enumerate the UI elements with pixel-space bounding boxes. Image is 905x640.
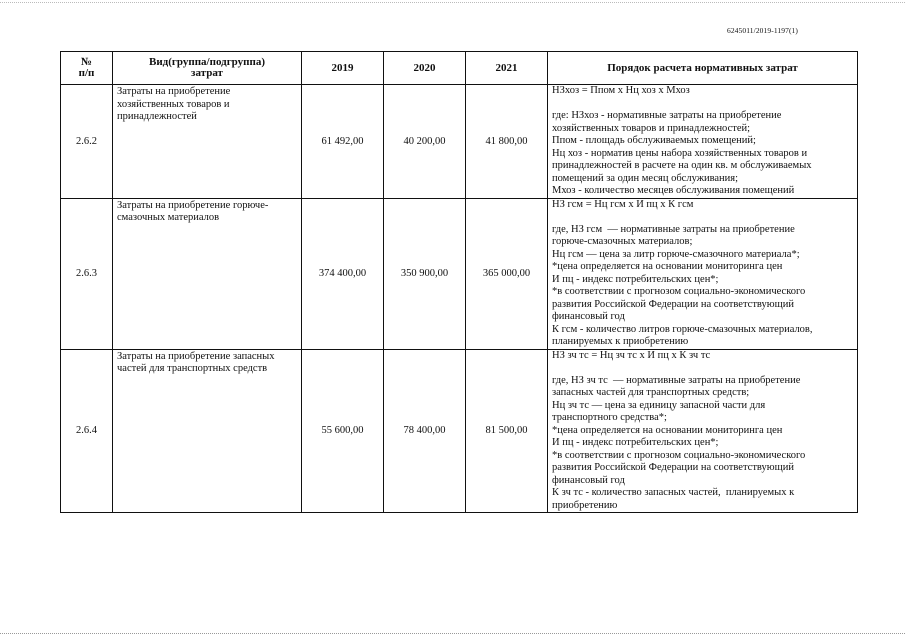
row-number: 2.6.4 — [61, 349, 113, 513]
calculation-method — [548, 349, 858, 513]
method-line: Нц хоз - норматив цены набора хозяйственных товаров и — [552, 147, 808, 159]
method-line: Ппом - площадь обслуживаемых помещений; — [552, 135, 756, 146]
method-line: принадлежностей в расчете на один кв. м обслуживаемых — [552, 160, 812, 171]
row-number: 2.6.2 — [61, 85, 113, 199]
method-line: развития Российской Федерации на соответствующий — [552, 298, 794, 310]
method-line — [552, 98, 853, 111]
method-line: И пц - индекс потребительских цен*; — [552, 437, 719, 448]
row-number: 2.6.3 — [61, 198, 113, 349]
header-2020: 2020 — [384, 52, 466, 85]
method-line: горюче-смазочных материалов; — [552, 236, 693, 247]
method-line: И пц - индекс потребительских цен*; — [552, 273, 719, 285]
value-2021: 365 000,00 — [466, 198, 548, 349]
table-header-row — [61, 52, 858, 85]
method-line: *цена определяется на основании мониторинга цен — [552, 261, 783, 272]
method-line: помещений за один месяц обслуживания; — [552, 172, 739, 184]
method-line: где, НЗ зч тс — нормативные затраты на приобретение — [552, 374, 801, 386]
cost-type-name: Затраты на приобретение хозяйственных товаров и принадлежностей — [113, 85, 302, 199]
method-line: финансовый год — [552, 474, 625, 486]
method-line: К зч тс - количество запасных частей, планируемых к — [552, 487, 795, 498]
value-2019: 55 600,00 — [302, 349, 384, 513]
value-2019: 61 492,00 — [302, 85, 384, 199]
method-line: *в соответствии с прогнозом социально-экономического — [552, 286, 806, 297]
header-type: Вид(группа/подгруппа) затрат — [113, 52, 302, 85]
method-line — [552, 211, 853, 224]
scan-artifact-bottom — [0, 633, 905, 636]
method-line: приобретению — [552, 499, 618, 511]
method-line: Нц гсм — цена за литр горюче-смазочного материала*; — [552, 248, 800, 260]
method-line: транспортного средства*; — [552, 412, 667, 423]
value-2019: 374 400,00 — [302, 198, 384, 349]
method-line: запасных частей для транспортных средств; — [552, 387, 750, 398]
method-line: где: НЗхоз - нормативные затраты на приобретение — [552, 110, 782, 121]
method-line: где, НЗ гсм — нормативные затраты на приобретение — [552, 223, 795, 235]
calculation-method — [548, 198, 858, 349]
cost-type-name: Затраты на приобретение горюче-смазочных материалов — [113, 198, 302, 349]
header-2019: 2019 — [302, 52, 384, 85]
scan-artifact-top — [0, 2, 905, 5]
table-row — [61, 85, 858, 199]
method-line: Мхоз - количество месяцев обслуживания помещений — [552, 185, 795, 196]
calculation-method — [548, 85, 858, 199]
method-line: Нц зч тс — цена за единицу запасной части для — [552, 399, 766, 411]
document-number: 6245011/2019-1197(1) — [726, 26, 798, 35]
method-line: хозяйственных товаров и принадлежностей; — [552, 122, 751, 134]
table-row — [61, 198, 858, 349]
method-line — [552, 362, 853, 375]
value-2020: 40 200,00 — [384, 85, 466, 199]
value-2020: 78 400,00 — [384, 349, 466, 513]
header-method: Порядок расчета нормативных затрат — [548, 52, 858, 85]
value-2020: 350 900,00 — [384, 198, 466, 349]
method-line: *цена определяется на основании мониторинга цен — [552, 424, 783, 436]
table-row — [61, 349, 858, 513]
method-line: К гсм - количество литров горюче-смазочных материалов, — [552, 323, 813, 335]
method-line: развития Российской Федерации на соответствующий — [552, 462, 794, 473]
method-line: НЗ зч тс = Нц зч тс х И пц х К зч тс — [552, 349, 711, 361]
method-line: финансовый год — [552, 311, 625, 322]
method-line: НЗхоз = Ппом х Нц хоз х Мхоз — [552, 85, 690, 96]
cost-table — [60, 51, 858, 513]
method-line: НЗ гсм = Нц гсм х И пц х К гсм — [552, 198, 694, 210]
method-line: *в соответствии с прогнозом социально-экономического — [552, 449, 806, 461]
value-2021: 81 500,00 — [466, 349, 548, 513]
header-num: № п/п — [61, 52, 113, 85]
value-2021: 41 800,00 — [466, 85, 548, 199]
method-line: планируемых к приобретению — [552, 336, 689, 347]
header-2021: 2021 — [466, 52, 548, 85]
cost-type-name: Затраты на приобретение запасных частей для транспортных средств — [113, 349, 302, 513]
